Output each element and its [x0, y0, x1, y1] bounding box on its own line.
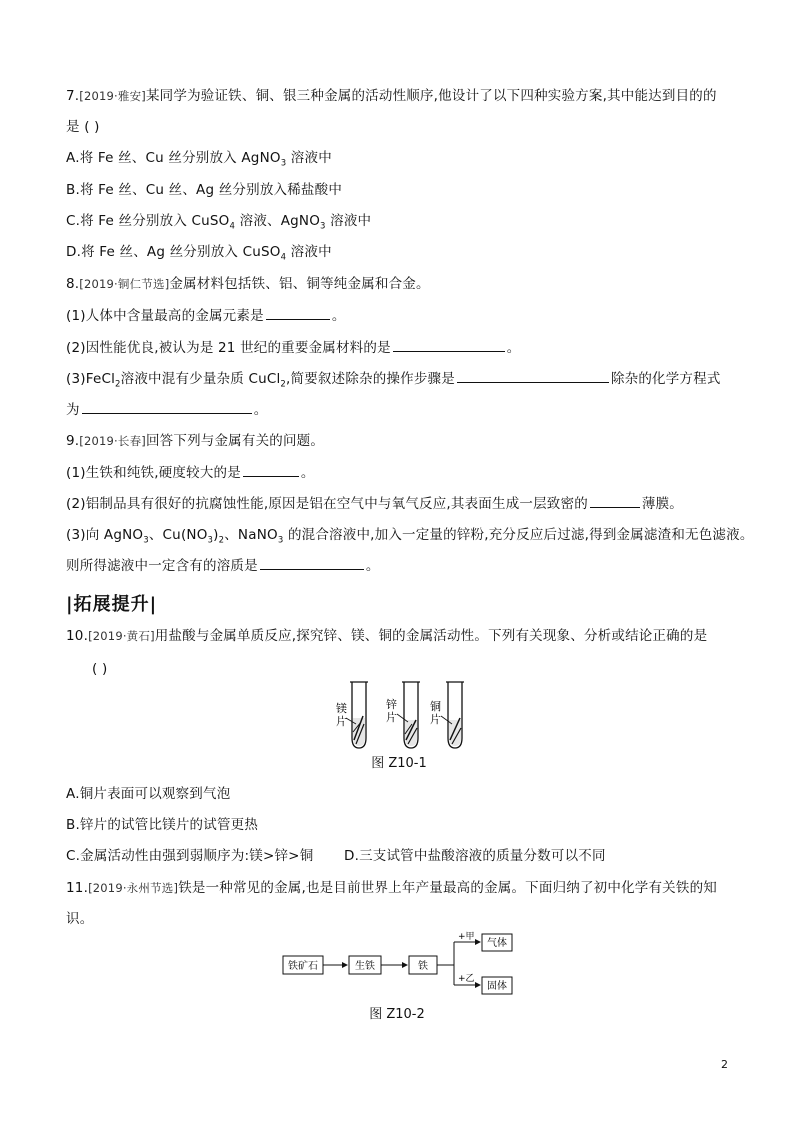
subscript: 2: [280, 379, 287, 390]
q9-stem-text: 回答下列与金属有关的问题。: [145, 433, 325, 449]
q10-option-c: C.金属活动性由强到弱顺序为:镁>锌>铜: [66, 848, 314, 864]
subscript: 4: [280, 252, 287, 263]
flow-label: 固体: [487, 981, 507, 992]
flow-label: 铁: [418, 961, 428, 972]
q9-source-tag: [2019·长春]: [79, 434, 146, 448]
q7-option-a-tail: 溶液中: [286, 150, 332, 166]
q7-stem-line1: [66, 86, 717, 106]
q11-number: 11.: [66, 880, 89, 896]
subscript: 2: [218, 535, 225, 546]
q7-option-d: [66, 242, 332, 262]
answer-blank[interactable]: [590, 493, 640, 508]
q11-stem-line2: 识。: [66, 911, 94, 927]
flow-label: 气体: [487, 938, 507, 949]
q7-stem-text: 某同学为验证铁、铜、银三种金属的活动性顺序,他设计了以下四种实验方案,其中能达到目的的: [145, 88, 717, 104]
figure-caption: 图 Z10-2: [369, 1007, 425, 1022]
answer-blank[interactable]: [266, 305, 330, 320]
q9-part3-text-d: 、NaNO: [224, 527, 278, 543]
q9-stem: [66, 431, 324, 451]
q8-part3-text-b: 溶液中混有少量杂质 CuCl: [120, 371, 281, 387]
q7-option-a-text: A.将 Fe 丝、Cu 丝分别放入 AgNO: [66, 150, 281, 166]
subscript: 3: [280, 158, 287, 169]
q8-part2: [66, 337, 520, 358]
q8-stem-text: 金属材料包括铁、铝、铜等纯金属和合金。: [169, 276, 430, 292]
q10-stem-text: 用盐酸与金属单质反应,探究锌、镁、铜的金属活动性。下列有关现象、分析或结论正确的是: [154, 628, 708, 644]
q7-option-c-mid: 溶液、AgNO: [235, 213, 321, 229]
q8-part3-text-c: ,简要叙述除杂的操作步骤是: [286, 371, 455, 387]
answer-blank[interactable]: [260, 555, 364, 570]
q10-source-tag: [2019·黄石]: [88, 629, 155, 643]
answer-blank[interactable]: [82, 399, 252, 414]
subscript: 3: [207, 535, 214, 546]
q9-part3-text-c: ): [213, 527, 219, 543]
q8-number: 8.: [66, 276, 80, 292]
iron-flow-diagram: [280, 930, 520, 1000]
figure-caption: 图 Z10-1: [371, 756, 427, 771]
q8-part1-text: (1)人体中含量最高的金属元素是: [66, 308, 264, 324]
q11-source-tag: [2019·永州节选]: [88, 881, 179, 895]
flow-arrow-label: +甲: [458, 932, 475, 942]
q9-part3-line2-text: 则所得滤液中一定含有的溶质是: [66, 558, 258, 574]
q7-number: 7.: [66, 88, 80, 104]
page-number: 2: [721, 1058, 728, 1071]
q7-option-c: [66, 211, 371, 231]
figure-label: 镁: [336, 702, 347, 715]
q8-part2-tail: 。: [506, 340, 521, 356]
q7-option-b: B.将 Fe 丝、Cu 丝、Ag 丝分别放入稀盐酸中: [66, 182, 343, 198]
q9-part3-line2-tail: 。: [365, 558, 380, 574]
q8-stem: [66, 274, 430, 294]
figure-label: 片: [430, 713, 441, 726]
q9-number: 9.: [66, 433, 80, 449]
q7-option-d-tail: 溶液中: [286, 244, 332, 260]
q8-part3-text: (3)FeCl: [66, 371, 116, 387]
q10-option-a: A.铜片表面可以观察到气泡: [66, 786, 231, 802]
q8-part3-line2: [66, 399, 267, 420]
q10-option-b: B.锌片的试管比镁片的试管更热: [66, 817, 259, 833]
figure-label: 锌: [386, 698, 397, 711]
figure-label: 片: [336, 715, 347, 728]
test-tube-magnesium: [350, 682, 368, 748]
flow-label: 生铁: [355, 961, 375, 972]
q9-part3-text-b: 、Cu(NO: [148, 527, 208, 543]
test-tube-zinc: [402, 682, 420, 748]
q8-source-tag: [2019·铜仁节选]: [79, 277, 170, 291]
q7-stem-line2: 是 ( ): [66, 119, 100, 135]
q7-option-c-tail: 溶液中: [325, 213, 372, 229]
q9-part3-line2: [66, 555, 380, 576]
q8-part2-text: (2)因性能优良,被认为是 21 世纪的重要金属材料的是: [66, 340, 391, 356]
q7-source-tag: [2019·雅安]: [79, 89, 146, 103]
answer-blank[interactable]: [243, 462, 299, 477]
subscript: 3: [143, 535, 149, 546]
q9-part1-text: (1)生铁和纯铁,硬度较大的是: [66, 465, 241, 481]
q11-stem-line1: [66, 878, 717, 898]
q8-part3-tail: 。: [253, 402, 268, 418]
q9-part2-text: (2)铝制品具有很好的抗腐蚀性能,原因是铝在空气中与氧气反应,其表面生成一层致密的: [66, 496, 588, 512]
q8-part1: [66, 305, 346, 326]
answer-blank[interactable]: [393, 337, 505, 352]
flow-arrow-label: +乙: [458, 974, 475, 984]
q10-answer-bracket: ( ): [92, 661, 108, 677]
subscript: 4: [229, 221, 236, 232]
subscript: 3: [320, 221, 326, 232]
q8-part3-text-d: 除杂的化学方程式: [610, 371, 721, 387]
section-heading: |拓展提升|: [66, 594, 158, 615]
q9-part3-text-e: 的混合溶液中,加入一定量的锌粉,充分反应后过滤,得到金属滤渣和无色滤液。: [283, 527, 754, 543]
q9-part2-tail: 薄膜。: [641, 496, 684, 512]
flow-label: 铁矿石: [288, 961, 318, 972]
q11-stem-text: 铁是一种常见的金属,也是目前世界上年产量最高的金属。下面归纳了初中化学有关铁的知: [178, 880, 717, 896]
figure-label: 铜: [430, 700, 441, 713]
q10-number: 10.: [66, 628, 89, 644]
q8-part3-line1: [66, 368, 721, 389]
q7-option-d-text: D.将 Fe 丝、Ag 丝分别放入 CuSO: [66, 244, 281, 260]
q9-part1: [66, 462, 315, 483]
subscript: 2: [115, 379, 121, 390]
answer-blank[interactable]: [457, 368, 609, 383]
q10-stem: [66, 626, 707, 646]
q9-part1-tail: 。: [300, 465, 315, 481]
figure-label: 片: [386, 711, 397, 724]
q9-part3-line1: [66, 525, 754, 545]
test-tube-figure: [332, 678, 472, 750]
q9-part3-text: (3)向 AgNO: [66, 527, 144, 543]
q9-part2: [66, 493, 683, 514]
subscript: 3: [277, 535, 284, 546]
q8-part1-tail: 。: [331, 308, 346, 324]
q8-part3-text-e: 为: [66, 402, 80, 418]
q7-option-c-text: C.将 Fe 丝分别放入 CuSO: [66, 213, 230, 229]
q7-option-a: [66, 148, 332, 168]
q10-option-d: D.三支试管中盐酸溶液的质量分数可以不同: [344, 848, 606, 864]
test-tube-copper: [446, 682, 464, 748]
